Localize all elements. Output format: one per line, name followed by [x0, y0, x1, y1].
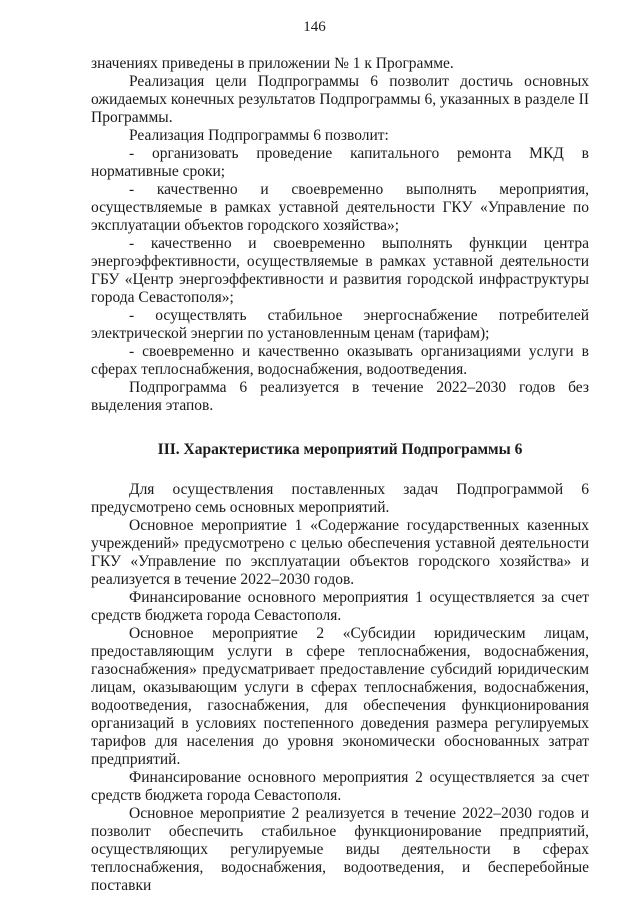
paragraph: Реализация Подпрограммы 6 позволит: [129, 127, 389, 144]
page-number: 146 [303, 19, 326, 35]
paragraph: - качественно и своевременно выполнять функции центра энергоэффективности, осуществляемые в рамках уставной деятельности ГБУ «Центр энергоэффективности и развития городской инфраструктуры города Севастополя»; [91, 235, 589, 306]
paragraph: Основное мероприятие 1 «Содержание государственных казенных учреждений» предусмотрено с целью обеспечения уставной деятельности ГКУ «Управление по эксплуатации объектов городского хозяйства» и реализуется в течение 2022–2030 годов. [91, 517, 589, 588]
paragraph: - осуществлять стабильное энергоснабжение потребителей электрической энергии по установленным ценам (тарифам); [91, 307, 589, 342]
paragraphs-bottom [91, 481, 589, 895]
paragraph: Основное мероприятие 2 «Субсидии юридическим лицам, предоставляющим услуги в сфере теплоснабжения, водоснабжения, газоснабжения» предусматривает предоставление субсидий юридическим лицам, оказывающим услуги в сферах теплоснабжения, водоснабжения, водоотведения, газоснабжения, для обеспечения функционирования организаций в условиях постепенного доведения размера регулируемых тарифов для населения до уровня экономически обоснованных затрат предприятий. [91, 625, 589, 768]
paragraph: Финансирование основного мероприятия 1 осуществляется за счет средств бюджета города Севастополя. [91, 589, 589, 624]
section-heading: III. Характеристика мероприятий Подпрограммы 6 [157, 441, 523, 458]
paragraph: - организовать проведение капитального ремонта МКД в нормативные сроки; [91, 145, 589, 180]
paragraph: Подпрограмма 6 реализуется в течение 2022–2030 годов без выделения этапов. [91, 379, 589, 414]
paragraph: Основное мероприятие 2 реализуется в течение 2022–2030 годов и позволит обеспечить стабильное функционирование предприятий, осуществляющих регулируемые виды деятельности в сферах теплоснабжения, водоснабжения, водоотведения, и бесперебойные поставки [91, 805, 589, 894]
paragraph: Реализация цели Подпрограммы 6 позволит достичь основных ожидаемых конечных результатов Подпрограммы 6, указанных в разделе II Программы. [91, 73, 589, 126]
paragraph: значениях приведены в приложении № 1 к Программе. [91, 55, 454, 72]
paragraph: Для осуществления поставленных задач Подпрограммой 6 предусмотрено семь основных мероприятий. [91, 481, 589, 516]
document-body [91, 55, 589, 895]
paragraph: - своевременно и качественно оказывать организациями услуги в сферах теплоснабжения, водоснабжения, водоотведения. [91, 343, 589, 378]
paragraph: Финансирование основного мероприятия 2 осуществляется за счет средств бюджета города Севастополя. [91, 769, 589, 804]
paragraph: - качественно и своевременно выполнять мероприятия, осуществляемые в рамках уставной деятельности ГКУ «Управление по эксплуатации объектов городского хозяйства»; [91, 181, 589, 234]
paragraphs-top [91, 55, 589, 415]
